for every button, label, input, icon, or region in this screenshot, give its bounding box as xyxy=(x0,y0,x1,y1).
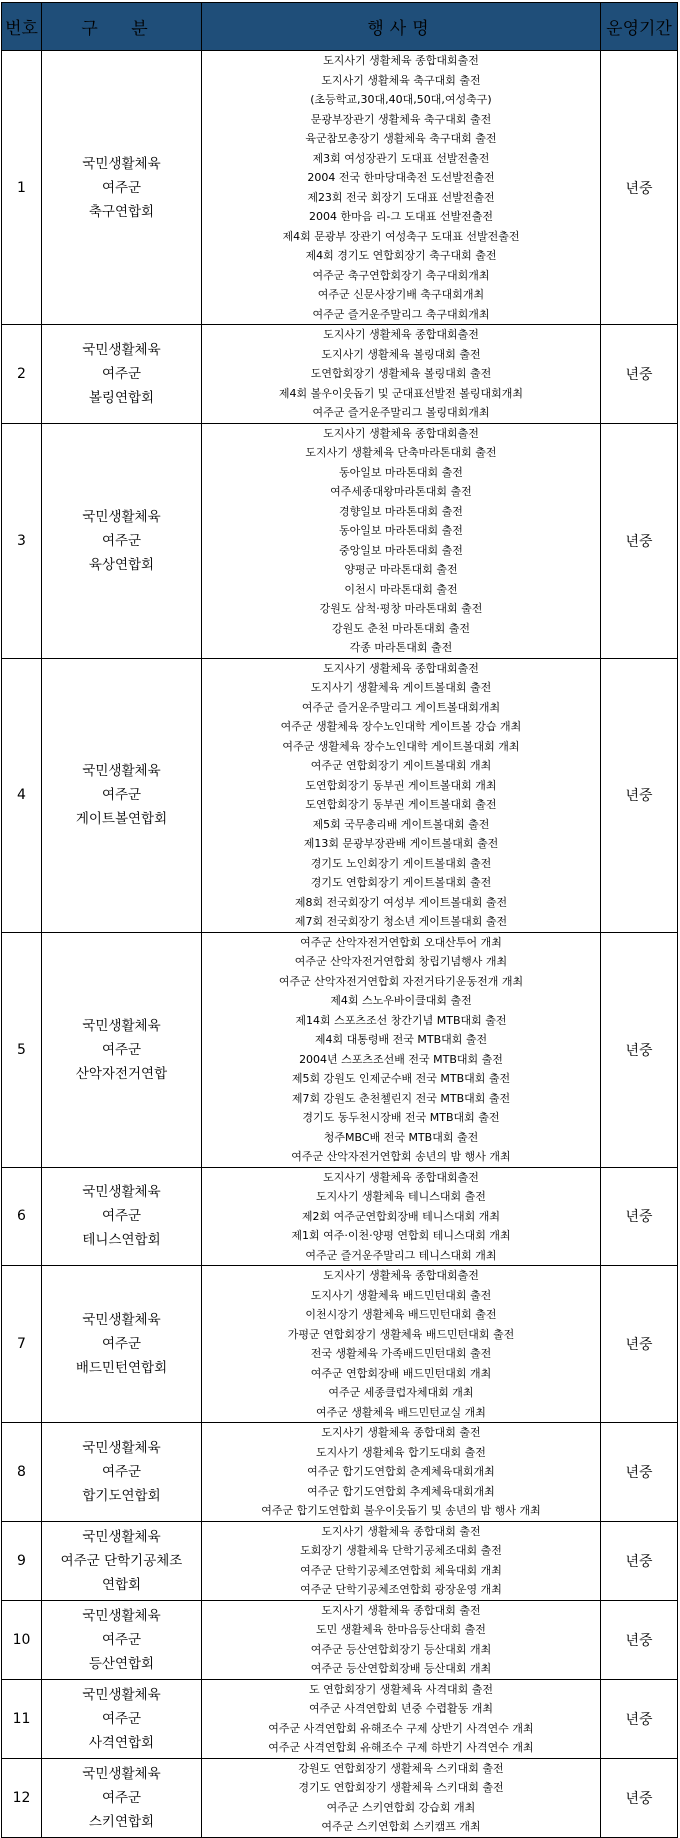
row-number: 9 xyxy=(2,1521,42,1600)
event-item: 제3회 여성장관기 도대표 선발전출전 xyxy=(312,151,490,165)
event-list-cell xyxy=(202,1679,601,1758)
event-item: 여주군 연합회장배 배드민턴대회 개최 xyxy=(310,1366,492,1380)
event-item: 제4회 대통령배 전국 MTB대회 출전 xyxy=(314,1033,488,1046)
row-number: 1 xyxy=(2,51,42,325)
organization-line: 국민생활체육 xyxy=(82,1184,161,1201)
operation-period: 년중 xyxy=(601,1758,678,1837)
event-item: 도지사기 생활체육 단축마라톤대회 출전 xyxy=(305,446,497,459)
event-item: 청주MBC배 전국 MTB대회 출전 xyxy=(323,1130,479,1144)
organization-line: 국민생활체육 xyxy=(82,1528,161,1545)
event-item: 도지사기 생활체육 축구대회 출전 xyxy=(321,73,481,87)
organization-line: 여주군 xyxy=(101,1041,142,1058)
row-number: 7 xyxy=(2,1266,42,1423)
organization-line: 국민생활체육 xyxy=(82,1017,161,1034)
event-item: 제1회 여주·이천·양평 연합회 테니스대회 개최 xyxy=(291,1229,511,1242)
organization-line: 국민생활체육 xyxy=(82,155,161,172)
table-header-row xyxy=(2,3,678,51)
table-row xyxy=(2,1758,678,1837)
event-item: 각종 마라톤대회 출전 xyxy=(349,641,453,654)
event-item: 경기도 연합회장기 게이트볼대회 출전 xyxy=(310,876,492,889)
organization-cell xyxy=(42,1266,202,1423)
event-item: 제8회 전국회장기 여성부 게이트볼대회 출전 xyxy=(294,895,508,909)
event-item: 여주군 즐거운주말리그 축구대회개최 xyxy=(312,307,490,321)
event-item: 도지사기 생활체육 게이트볼대회 출전 xyxy=(310,681,492,694)
event-item: 여주군 등산연합회장배 등산대회 개최 xyxy=(310,1662,492,1675)
organization-line: 여주군 xyxy=(101,365,142,382)
operation-period: 년중 xyxy=(601,1600,678,1679)
event-schedule-table xyxy=(1,2,678,1838)
event-item: 제5회 국무총리배 게이트볼대회 출전 xyxy=(312,817,490,831)
header-number: 번호 xyxy=(2,3,42,51)
operation-period: 년중 xyxy=(601,1167,678,1266)
event-item: 문광부장관기 생활체육 축구대회 출전 xyxy=(310,112,492,126)
event-item: 경기도 노인회장기 게이트볼대회 출전 xyxy=(310,856,492,870)
event-item: 여주군 등산연합회장기 등산대회 개최 xyxy=(310,1642,492,1656)
event-item: 여주군 산악자전거연합회 창립기념행사 개최 xyxy=(294,955,508,968)
organization-line: 국민생활체육 xyxy=(82,508,161,525)
event-item: 도지사기 생활체육 종합대회출전 xyxy=(323,661,479,675)
table-row xyxy=(2,51,678,325)
organization-line: 여주군 xyxy=(101,179,142,196)
event-item: 여주군 사격연합회 유해조수 구제 하반기 사격연수 개최 xyxy=(268,1741,534,1754)
event-item: 도민 생활체육 한마음등산대회 출전 xyxy=(316,1623,486,1636)
organization-cell xyxy=(42,1600,202,1679)
event-item: 제13회 문광부장관배 게이트볼대회 출전 xyxy=(303,837,499,850)
organization-line: 국민생활체육 xyxy=(82,1686,161,1703)
event-item: 가평군 연합회장기 생활체육 배드민턴대회 출전 xyxy=(287,1327,515,1341)
organization-line: 여주군 xyxy=(101,532,142,549)
organization-line: 축구연합회 xyxy=(88,203,155,220)
event-item: 도연합회장기 동부권 게이트볼대회 개최 xyxy=(305,778,497,792)
event-item: 여주군 생활체육 배드민턴교실 개최 xyxy=(316,1405,486,1419)
event-list-cell xyxy=(202,1521,601,1600)
event-item: 여주군 단학기공체조연합회 체육대회 개최 xyxy=(300,1563,502,1577)
organization-line: 여주군 단학기공체조 xyxy=(60,1552,183,1569)
event-item: 제4회 볼우이웃돕기 및 군대표선발전 볼링대회개최 xyxy=(278,386,524,400)
event-item: 여주군 즐거운주말리그 볼링대회개최 xyxy=(312,406,490,419)
event-item: 전국 생활체육 가족배드민턴대회 출전 xyxy=(310,1347,492,1360)
organization-line: 볼링연합회 xyxy=(88,389,155,406)
event-item: 경기도 연합회장기 생활체육 스키대회 출전 xyxy=(298,1781,504,1794)
event-item: 도연합회장기 동부권 게이트볼대회 출전 xyxy=(305,798,497,811)
event-item: 여주세종대왕마라톤대회 출전 xyxy=(330,485,472,498)
event-item: (초등학교,30대,40대,50대,여성축구) xyxy=(310,93,492,106)
event-item: 도 연합회장기 생활체육 사격대회 출전 xyxy=(308,1682,493,1696)
event-item: 도지사기 생활체육 볼링대회 출전 xyxy=(321,347,481,361)
organization-line: 여주군 xyxy=(101,1789,142,1806)
organization-line: 육상연합회 xyxy=(88,556,155,573)
operation-period: 년중 xyxy=(601,423,678,658)
table-row xyxy=(2,1679,678,1758)
row-number: 3 xyxy=(2,423,42,658)
event-list-cell xyxy=(202,1266,601,1423)
event-item: 도지사기 생활체육 배드민턴대회 출전 xyxy=(310,1288,492,1302)
header-event-name: 행사명 xyxy=(202,3,601,51)
event-item: 육군참모총장기 생활체육 축구대회 출전 xyxy=(305,132,497,145)
organization-line: 게이트볼연합회 xyxy=(75,811,168,827)
table-row xyxy=(2,1266,678,1423)
event-item: 여주군 연합회장기 게이트볼대회 개최 xyxy=(310,759,492,772)
organization-cell xyxy=(42,1521,202,1600)
event-list-cell xyxy=(202,1167,601,1266)
event-item: 여주군 스키연합회 스키캠프 개최 xyxy=(321,1820,481,1833)
event-item: 제4회 경기도 연합회장기 축구대회 출전 xyxy=(305,249,497,262)
event-item: 경기도 동두천시장배 전국 MTB대회 출전 xyxy=(302,1111,500,1124)
event-item: 여주군 생활체육 장수노인대학 게이트볼대회 개최 xyxy=(282,739,520,753)
event-item: 여주군 합기도연합회 추계체육대회개최 xyxy=(307,1484,495,1498)
header-organization: 구 분 xyxy=(42,3,202,51)
event-item: 여주군 산악자전거연합회 오대산투어 개최 xyxy=(300,935,502,949)
organization-line: 국민생활체육 xyxy=(82,1439,161,1456)
table-row xyxy=(2,423,678,658)
operation-period: 년중 xyxy=(601,1266,678,1423)
event-item: 도연합회장기 생활체육 볼링대회 출전 xyxy=(310,367,492,380)
operation-period: 년중 xyxy=(601,1679,678,1758)
event-item: 여주군 즐거운주말리그 테니스대회 개최 xyxy=(305,1248,497,1262)
table-row xyxy=(2,658,678,932)
event-item: 제23회 전국 회장기 도대표 선발전출전 xyxy=(307,190,495,204)
event-item: 도지사기 생활체육 종합대회 출전 xyxy=(321,1603,481,1617)
organization-line: 국민생활체육 xyxy=(82,1312,161,1328)
organization-line: 국민생활체육 xyxy=(82,341,161,358)
event-item: 제4회 문광부 장관기 여성축구 도대표 선발전출전 xyxy=(282,229,520,243)
event-item: 도지사기 생활체육 종합대회출전 xyxy=(323,1170,479,1184)
organization-line: 배드민턴연합회 xyxy=(75,1360,168,1376)
event-item: 제5회 강원도 인제군수배 전국 MTB대회 출전 xyxy=(291,1072,511,1085)
organization-cell xyxy=(42,658,202,932)
organization-line: 합기도연합회 xyxy=(82,1487,161,1504)
event-item: 경향일보 마라톤대회 출전 xyxy=(339,504,463,518)
organization-line: 스키연합회 xyxy=(88,1813,155,1830)
event-item: 동아일보 마라톤대회 출전 xyxy=(339,465,463,479)
operation-period: 년중 xyxy=(601,932,678,1167)
event-item: 여주군 산악자전거연합회 송년의 밤 행사 개최 xyxy=(291,1150,511,1163)
organization-line: 여주군 xyxy=(101,787,142,803)
event-item: 여주군 세종클럽자체대회 개최 xyxy=(328,1386,474,1399)
organization-line: 연합회 xyxy=(101,1576,142,1593)
event-item: 여주군 합기도연합회 불우이웃돕기 및 송년의 밤 행사 개최 xyxy=(261,1504,541,1517)
organization-line: 여주군 xyxy=(101,1631,142,1648)
event-list-cell xyxy=(202,1423,601,1522)
table-row xyxy=(2,1600,678,1679)
event-item: 강원도 연합회장기 생활체육 스키대회 출전 xyxy=(298,1761,504,1775)
organization-cell xyxy=(42,325,202,424)
organization-line: 등산연합회 xyxy=(88,1655,155,1672)
event-item: 여주군 신문사장기배 축구대회개최 xyxy=(317,288,485,301)
organization-line: 여주군 xyxy=(101,1463,142,1480)
table-row xyxy=(2,1521,678,1600)
event-item: 중앙일보 마라톤대회 출전 xyxy=(339,543,463,557)
organization-line: 국민생활체육 xyxy=(82,1765,161,1782)
event-item: 도지사기 생활체육 종합대회 출전 xyxy=(321,1524,481,1538)
organization-cell xyxy=(42,1423,202,1522)
table-row xyxy=(2,1167,678,1266)
event-item: 2004 전국 한마당대축전 도선발전출전 xyxy=(307,171,495,184)
event-item: 2004년 스포츠조선배 전국 MTB대회 출전 xyxy=(299,1052,503,1066)
row-number: 12 xyxy=(2,1758,42,1837)
table-row xyxy=(2,932,678,1167)
table-row xyxy=(2,325,678,424)
event-item: 여주군 사격연합회 년중 수렵활동 개최 xyxy=(308,1702,493,1715)
event-item: 도지사기 생활체육 종합대회 출전 xyxy=(321,1426,481,1439)
header-period: 운영기간 xyxy=(601,3,678,51)
event-item: 제14회 스포츠조선 창간기념 MTB대회 출전 xyxy=(295,1013,507,1027)
organization-cell xyxy=(42,51,202,325)
event-item: 여주군 합기도연합회 춘계체육대회개최 xyxy=(307,1465,495,1478)
operation-period: 년중 xyxy=(601,51,678,325)
event-item: 도지사기 생활체육 종합대회출전 xyxy=(323,1269,479,1282)
operation-period: 년중 xyxy=(601,1521,678,1600)
event-list-cell xyxy=(202,51,601,325)
event-item: 제7회 전국회장기 청소년 게이트볼대회 출전 xyxy=(294,915,508,928)
event-item: 제4회 스노우바이클대회 출전 xyxy=(330,994,472,1007)
row-number: 10 xyxy=(2,1600,42,1679)
event-item: 강원도 삼척·평창 마라톤대회 출전 xyxy=(319,602,483,615)
row-number: 6 xyxy=(2,1167,42,1266)
event-list-cell xyxy=(202,1758,601,1837)
event-item: 여주군 산악자전거연합회 자전거타기운동전개 개최 xyxy=(278,974,524,988)
row-number: 5 xyxy=(2,932,42,1167)
event-item: 동아일보 마라톤대회 출전 xyxy=(339,524,463,537)
organization-line: 국민생활체육 xyxy=(82,1607,161,1624)
event-item: 도지사기 생활체육 종합대회출전 xyxy=(323,54,479,67)
event-item: 도지사기 생활체육 종합대회출전 xyxy=(323,426,479,440)
event-list-cell xyxy=(202,423,601,658)
organization-line: 여주군 xyxy=(101,1208,142,1225)
operation-period: 년중 xyxy=(601,1423,678,1522)
organization-cell xyxy=(42,1679,202,1758)
row-number: 4 xyxy=(2,658,42,932)
event-item: 제2회 여주군연합회장배 테니스대회 개최 xyxy=(301,1209,501,1223)
organization-cell xyxy=(42,1758,202,1837)
event-item: 여주군 단학기공체조연합회 광장운영 개최 xyxy=(300,1583,502,1596)
operation-period: 년중 xyxy=(601,658,678,932)
event-item: 도지사기 생활체육 테니스대회 출전 xyxy=(316,1190,486,1203)
organization-line: 사격연합회 xyxy=(88,1734,155,1751)
event-item: 강원도 춘천 마라톤대회 출전 xyxy=(331,621,470,635)
event-list-cell xyxy=(202,325,601,424)
row-number: 8 xyxy=(2,1423,42,1522)
event-item: 여주군 축구연합회장기 축구대회개최 xyxy=(312,268,490,282)
event-item: 도지사기 생활체육 합기도대회 출전 xyxy=(316,1445,486,1459)
organization-line: 국민생활체육 xyxy=(82,763,161,779)
organization-cell xyxy=(42,932,202,1167)
event-list-cell xyxy=(202,932,601,1167)
event-item: 여주군 스키연합회 강습회 개최 xyxy=(326,1800,476,1814)
event-list-cell xyxy=(202,1600,601,1679)
event-item: 이천시 마라톤대회 출전 xyxy=(344,582,458,596)
event-item: 제7회 강원도 춘천첼린지 전국 MTB대회 출전 xyxy=(291,1091,511,1105)
event-list-cell xyxy=(202,658,601,932)
row-number: 11 xyxy=(2,1679,42,1758)
table-body xyxy=(2,51,678,1838)
event-item: 도지사기 생활체육 종합대회출전 xyxy=(323,328,479,341)
table-row xyxy=(2,1423,678,1522)
event-item: 양평군 마라톤대회 출전 xyxy=(344,563,458,576)
event-item: 이천시장기 생활체육 배드민턴대회 출전 xyxy=(305,1308,497,1321)
operation-period: 년중 xyxy=(601,325,678,424)
event-item: 도회장기 생활체육 단학기공체조대회 출전 xyxy=(300,1544,502,1557)
event-item: 여주군 사격연합회 유해조수 구제 상반기 사격연수 개최 xyxy=(268,1721,534,1735)
organization-cell xyxy=(42,1167,202,1266)
organization-line: 산악자전거연합 xyxy=(75,1065,168,1082)
organization-line: 테니스연합회 xyxy=(82,1232,161,1249)
organization-line: 여주군 xyxy=(101,1710,142,1727)
event-item: 여주군 생활체육 장수노인대학 게이트볼 강습 개최 xyxy=(280,720,522,733)
event-item: 여주군 즐거운주말리그 게이트볼대회개최 xyxy=(301,700,501,714)
event-item: 2004 한마음 리-그 도대표 선발전출전 xyxy=(308,210,494,223)
row-number: 2 xyxy=(2,325,42,424)
organization-line: 여주군 xyxy=(101,1336,142,1352)
organization-cell xyxy=(42,423,202,658)
